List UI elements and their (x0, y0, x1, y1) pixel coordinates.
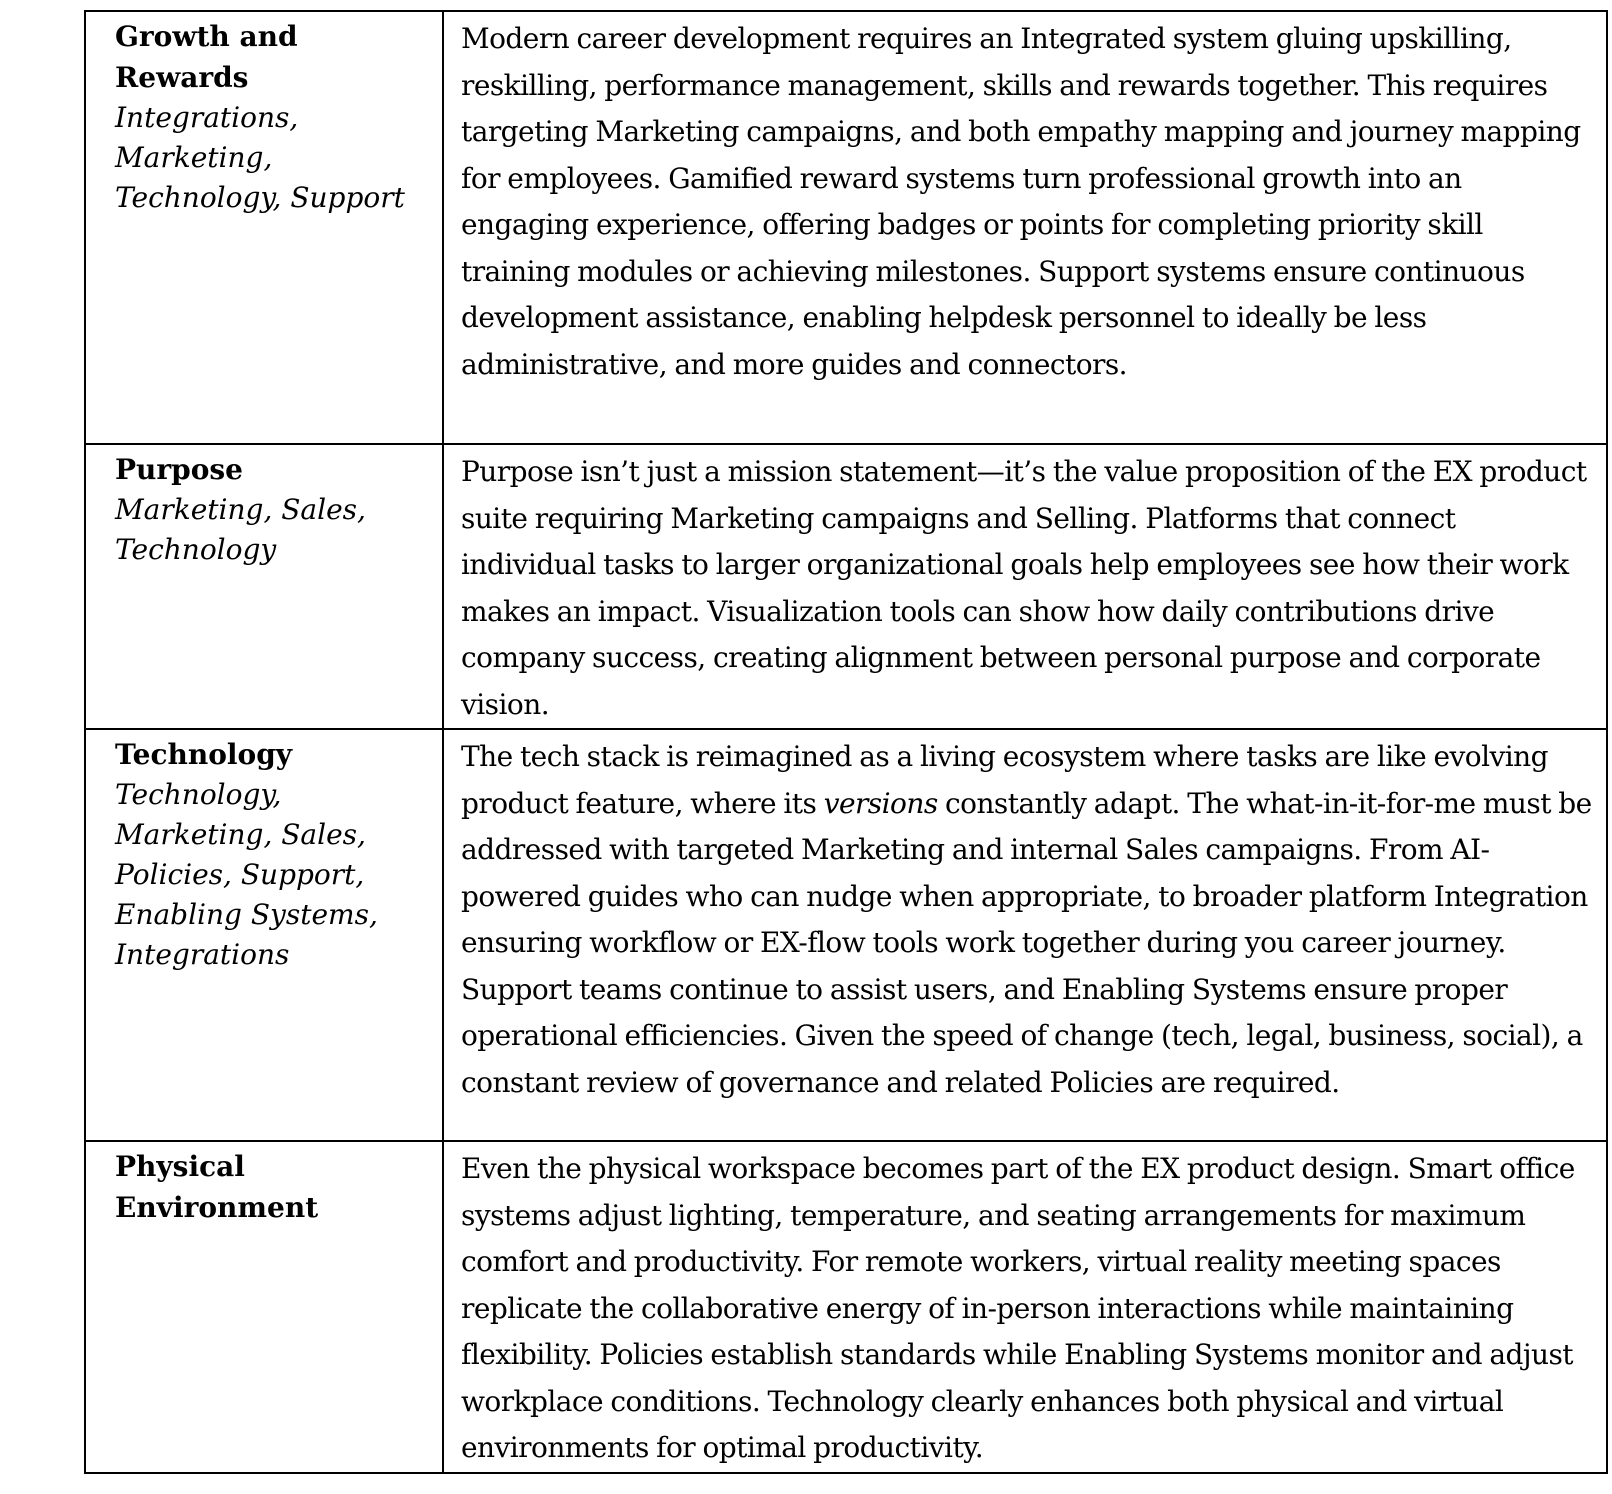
description-cell (443, 11, 1607, 444)
dimension-cell (85, 11, 443, 444)
dimension-cell (85, 729, 443, 1141)
ex-dimensions-table (84, 10, 1608, 1474)
description-cell (443, 1141, 1607, 1473)
dimension-tags: Integrations, Marketing, Technology, Support (115, 101, 405, 214)
table-row (85, 1141, 1607, 1473)
description-text: constantly adapt. The what-in-it-for-me must be addressed with targeted Marketing and internal Sales campaigns. From AI-powered guides who can nudge when appropriate, to broader platform Integration ensuring workflow or EX-flow tools work together during you career journey. Support teams continue to assist users, and Enabling Systems ensure proper operational efficiencies. Given the speed of change (tech, legal, business, social), a constant review of governance and related Policies are required. (461, 786, 1592, 1099)
dimension-description: Even the physical workspace becomes part of the EX product design. Smart office systems adjust lighting, temperature, and seating arrangements for maximum comfort and productivity. For remote workers, virtual reality meeting spaces replicate the collaborative energy of in-person interactions while maintaining flexibility. Policies establish standards while Enabling Systems monitor and adjust workplace conditions. Technology clearly enhances both physical and virtual environments for optimal productivity. (461, 1152, 1575, 1464)
dimension-title: Technology (115, 738, 293, 771)
dimension-tags: Technology, Marketing, Sales, Policies, Support, Enabling Systems, Integrations (115, 778, 378, 971)
dimension-cell (85, 1141, 443, 1473)
description-emphasis: versions (823, 786, 938, 820)
table-row (85, 11, 1607, 444)
dimension-title: Purpose (115, 453, 243, 486)
dimension-description: Purpose isn’t just a mission statement—it’s the value proposition of the EX product suite requiring Marketing campaigns and Selling. Platforms that connect individual tasks to larger organizational goals help employees see how their work makes an impact. Visualization tools can show how daily contributions drive company success, creating alignment between personal purpose and corporate vision. (461, 455, 1587, 721)
dimension-description (461, 734, 1592, 1106)
dimension-cell (85, 444, 443, 729)
dimension-title: Growth and Rewards (115, 20, 298, 94)
description-cell (443, 444, 1607, 729)
dimension-description: Modern career development requires an Integrated system gluing upskilling, reskilling, performance management, skills and rewards together. This requires targeting Marketing campaigns, and both empathy mapping and journey mapping for employees. Gamified reward systems turn professional growth into an engaging experience, offering badges or points for completing priority skill training modules or achieving milestones. Support systems ensure continuous development assistance, enabling helpdesk personnel to ideally be less administrative, and more guides and connectors. (461, 22, 1581, 381)
table-row (85, 729, 1607, 1141)
description-text: The tech stack is reimagined as a living ecosystem where tasks are like evolving product feature, where its (461, 740, 1549, 820)
dimension-title: Physical Environment (115, 1150, 319, 1224)
description-cell (443, 729, 1607, 1141)
dimension-tags: Marketing, Sales, Technology (115, 493, 366, 566)
table-row (85, 444, 1607, 729)
